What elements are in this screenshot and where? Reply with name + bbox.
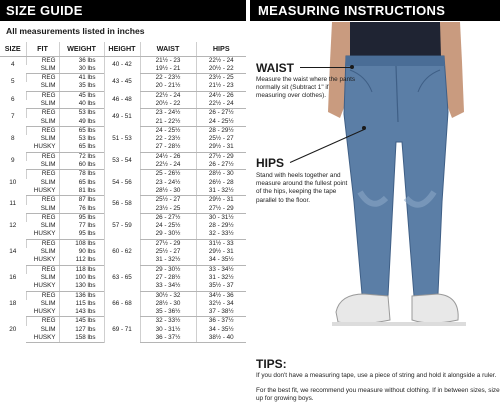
waist-cell: 21 - 22½ (140, 118, 196, 127)
fit-cell: REG (26, 74, 59, 83)
hips-cell: 31 - 32½ (196, 274, 246, 282)
waist-cell: 20 - 21½ (140, 82, 196, 91)
hips-instructions: Stand with heels together and measure around the fullest point of the hips, keeping the tape parallel to the floor. (256, 172, 348, 204)
table-row (0, 152, 246, 161)
weight-cell: 115 lbs (59, 300, 104, 308)
fit-cell: REG (26, 109, 59, 118)
waist-cell: 24 - 25½ (140, 126, 196, 135)
weight-cell: 65 lbs (59, 126, 104, 135)
measuring-instructions-banner: MEASURING INSTRUCTIONS (250, 0, 500, 21)
hips-cell: 31 - 32½ (196, 187, 246, 196)
table-row (0, 170, 246, 179)
height-cell: 69 - 71 (104, 317, 140, 343)
fit-cell: REG (26, 291, 59, 300)
measurements-note: All measurements listed in inches (6, 26, 145, 36)
table-row (0, 317, 246, 326)
hips-cell: 29½ - 31 (196, 248, 246, 256)
weight-cell: 90 lbs (59, 248, 104, 256)
fit-cell: SLIM (26, 205, 59, 214)
hips-cell: 26 - 27½ (196, 109, 246, 118)
hips-cell: 36 - 37½ (196, 317, 246, 326)
weight-cell: 95 lbs (59, 213, 104, 222)
waistband (345, 56, 445, 66)
waist-cell: 33 - 34½ (140, 282, 196, 291)
table-row (0, 91, 246, 100)
hips-cell: 20½ - 22 (196, 65, 246, 74)
hips-cell: 28½ - 30 (196, 170, 246, 179)
column-header-height: HEIGHT (104, 42, 140, 56)
fit-cell: SLIM (40, 273, 56, 281)
weight-cell: 118 lbs (59, 265, 104, 274)
waist-cell: 29 - 30½ (140, 230, 196, 239)
fit-cell: HUSKY (26, 187, 59, 196)
height-cell: 49 - 51 (104, 109, 140, 127)
fit-cell: REG (26, 317, 59, 326)
weight-cell: 81 lbs (59, 187, 104, 196)
height-cell: 56 - 58 (104, 196, 140, 214)
left-shoe (336, 294, 390, 324)
size-cell: 10 (9, 178, 17, 186)
waist-cell: 36 - 37½ (140, 334, 196, 343)
hips-cell: 34 - 35½ (196, 326, 246, 334)
waist-cell: 28½ - 30 (140, 187, 196, 196)
waist-cell: 23 - 24½ (140, 179, 196, 187)
column-header-waist: WAIST (140, 42, 196, 56)
fit-cell: HUSKY (26, 282, 59, 291)
waist-cell: 28½ - 30 (140, 300, 196, 308)
height-cell: 66 - 68 (104, 291, 140, 317)
fit-cell: SLIM (40, 248, 56, 256)
weight-cell: 78 lbs (59, 170, 104, 179)
waist-instructions: Measure the waist where the pants normally sit (Subtract 1" if measuring over clothes). (256, 76, 356, 100)
waist-cell: 22 - 23½ (140, 74, 196, 83)
jeans (344, 56, 448, 296)
hips-cell: 27½ - 29 (196, 152, 246, 161)
weight-cell: 65 lbs (59, 143, 104, 152)
hips-cell: 22½ - 24 (196, 100, 246, 109)
waist-cell: 30 - 31½ (140, 326, 196, 334)
fit-cell: SLIM (26, 118, 59, 127)
hips-cell: 29½ - 31 (196, 196, 246, 205)
size-cell: 11 (9, 200, 17, 208)
hips-cell: 38½ - 40 (196, 334, 246, 343)
right-shoe (412, 294, 458, 323)
weight-cell: 130 lbs (59, 282, 104, 291)
hips-cell: 26 - 27½ (196, 161, 246, 170)
hips-cell: 24½ - 26 (196, 91, 246, 100)
fit-cell: SLIM (40, 299, 56, 307)
hips-cell: 37 - 38½ (196, 308, 246, 317)
fit-cell: SLIM (26, 65, 59, 74)
fit-cell: REG (26, 196, 59, 205)
fit-cell: HUSKY (26, 143, 59, 152)
height-cell: 60 - 62 (104, 239, 140, 265)
table-row (0, 213, 246, 222)
waist-cell: 30½ - 32 (140, 291, 196, 300)
floor-shadow (332, 322, 466, 326)
weight-cell: 112 lbs (59, 256, 104, 265)
column-header-size: SIZE (0, 42, 26, 56)
fit-cell: SLIM (40, 135, 56, 143)
size-cell: 16 (9, 273, 17, 281)
waist-heading: WAIST (256, 61, 294, 75)
fit-cell: REG (26, 56, 59, 65)
table-row (0, 239, 246, 248)
hips-cell: 29½ - 31 (196, 143, 246, 152)
height-cell: 53 - 54 (104, 152, 140, 170)
hips-cell: 28 - 29½ (196, 222, 246, 230)
waist-cell: 27½ - 29 (140, 239, 196, 248)
weight-cell: 77 lbs (59, 222, 104, 230)
height-cell: 63 - 65 (104, 265, 140, 291)
fit-cell: HUSKY (26, 334, 59, 343)
hips-cell: 31½ - 33 (196, 239, 246, 248)
size-cell: 9 (10, 156, 15, 164)
waist-cell: 23 - 24½ (140, 109, 196, 118)
weight-cell: 36 lbs (59, 56, 104, 65)
hips-cell: 30 - 31½ (196, 213, 246, 222)
fit-cell: SLIM (26, 161, 59, 170)
size-cell: 5 (10, 78, 15, 86)
weight-cell: 145 lbs (59, 317, 104, 326)
table-row (0, 109, 246, 118)
waist-cell: 19½ - 21 (140, 65, 196, 74)
tip-string-ruler: If you don't have a measuring tape, use a piece of string and hold it alongside a ruler. (256, 372, 497, 379)
weight-cell: 35 lbs (59, 82, 104, 91)
hips-cell: 23½ - 25 (196, 74, 246, 83)
column-header-fit: FIT (26, 42, 59, 56)
fit-cell: HUSKY (26, 256, 59, 265)
weight-cell: 60 lbs (59, 161, 104, 170)
table-row (0, 265, 246, 274)
hips-cell: 32 - 33½ (196, 230, 246, 239)
shirt (346, 22, 444, 58)
waist-cell: 25½ - 27 (140, 248, 196, 256)
height-cell: 40 - 42 (104, 56, 140, 74)
weight-cell: 40 lbs (59, 100, 104, 109)
hips-pointer-dot (362, 126, 366, 130)
hips-heading: HIPS (256, 156, 285, 170)
hips-cell: 26½ - 28 (196, 179, 246, 187)
weight-cell: 127 lbs (59, 326, 104, 334)
fit-cell: HUSKY (26, 308, 59, 317)
size-cell: 7 (10, 113, 15, 121)
fit-cell: REG (26, 152, 59, 161)
weight-cell: 87 lbs (59, 196, 104, 205)
size-cell: 4 (10, 60, 15, 68)
table-row (0, 291, 246, 300)
weight-cell: 65 lbs (59, 179, 104, 187)
waist-cell: 31 - 32½ (140, 256, 196, 265)
weight-cell: 45 lbs (59, 91, 104, 100)
waist-cell: 22½ - 24 (140, 91, 196, 100)
fit-cell: REG (26, 126, 59, 135)
height-cell: 51 - 53 (104, 126, 140, 152)
hips-cell: 22½ - 24 (196, 56, 246, 65)
waist-cell: 22 - 23½ (140, 135, 196, 143)
size-guide-banner: SIZE GUIDE (0, 0, 246, 21)
weight-cell: 136 lbs (59, 291, 104, 300)
fit-cell: SLIM (40, 178, 56, 186)
waist-cell: 21½ - 23 (140, 56, 196, 65)
weight-cell: 95 lbs (59, 230, 104, 239)
waist-cell: 25½ - 27 (140, 196, 196, 205)
waist-cell: 27 - 28½ (140, 143, 196, 152)
weight-cell: 53 lbs (59, 109, 104, 118)
hips-cell: 34½ - 36 (196, 291, 246, 300)
fit-cell: SLIM (26, 82, 59, 91)
size-cell: 14 (9, 248, 17, 256)
weight-cell: 100 lbs (59, 274, 104, 282)
weight-cell: 53 lbs (59, 135, 104, 143)
hips-cell: 33 - 34½ (196, 265, 246, 274)
table-row (0, 56, 246, 65)
waist-cell: 23½ - 25 (140, 205, 196, 214)
hips-cell: 24 - 25½ (196, 118, 246, 127)
fit-cell: REG (26, 265, 59, 274)
table-row (0, 126, 246, 135)
size-cell: 6 (10, 95, 15, 103)
waist-cell: 24 - 25½ (140, 222, 196, 230)
hips-cell: 27½ - 29 (196, 205, 246, 214)
weight-cell: 76 lbs (59, 205, 104, 214)
fit-cell: SLIM (26, 100, 59, 109)
waist-pointer-line (300, 67, 352, 68)
hips-cell: 25½ - 27 (196, 135, 246, 143)
table-row (0, 196, 246, 205)
waist-cell: 20½ - 22 (140, 100, 196, 109)
size-cell: 18 (9, 299, 17, 307)
hips-cell: 32½ - 34 (196, 300, 246, 308)
waist-cell: 22½ - 24 (140, 161, 196, 170)
size-chart-table (0, 42, 246, 343)
fit-cell: SLIM (40, 222, 56, 230)
column-header-weight: WEIGHT (59, 42, 104, 56)
waist-cell: 29 - 30½ (140, 265, 196, 274)
weight-cell: 49 lbs (59, 118, 104, 127)
fit-cell: REG (26, 91, 59, 100)
height-cell: 54 - 56 (104, 170, 140, 196)
column-header-hips: HIPS (196, 42, 246, 56)
weight-cell: 41 lbs (59, 74, 104, 83)
size-cell: 20 (9, 325, 17, 333)
waist-cell: 25 - 26½ (140, 170, 196, 179)
weight-cell: 143 lbs (59, 308, 104, 317)
hips-cell: 28 - 29½ (196, 126, 246, 135)
height-cell: 57 - 59 (104, 213, 140, 239)
fit-cell: REG (26, 239, 59, 248)
weight-cell: 72 lbs (59, 152, 104, 161)
size-cell: 12 (9, 222, 17, 230)
waist-cell: 26 - 27½ (140, 213, 196, 222)
table-header-row (0, 42, 246, 56)
waist-cell: 35 - 36½ (140, 308, 196, 317)
waist-cell: 24½ - 26 (140, 152, 196, 161)
weight-cell: 30 lbs (59, 65, 104, 74)
tip-best-fit: For the best fit, we recommend you measure without clothing. If in between sizes, size up for growing boys. (256, 387, 500, 403)
hips-cell: 34 - 35½ (196, 256, 246, 265)
waist-cell: 32 - 33½ (140, 317, 196, 326)
fit-cell: HUSKY (26, 230, 59, 239)
weight-cell: 108 lbs (59, 239, 104, 248)
tips-heading: TIPS: (256, 357, 287, 371)
height-cell: 46 - 48 (104, 91, 140, 109)
waist-pointer-dot (350, 65, 354, 69)
size-cell: 8 (10, 135, 15, 143)
hips-cell: 35½ - 37 (196, 282, 246, 291)
size-chart-body (0, 56, 246, 343)
weight-cell: 158 lbs (59, 334, 104, 343)
fit-cell: REG (26, 213, 59, 222)
waist-cell: 27 - 28½ (140, 274, 196, 282)
hips-cell: 21½ - 23 (196, 82, 246, 91)
fit-cell: SLIM (40, 325, 56, 333)
height-cell: 43 - 45 (104, 74, 140, 92)
fit-cell: REG (26, 170, 59, 179)
